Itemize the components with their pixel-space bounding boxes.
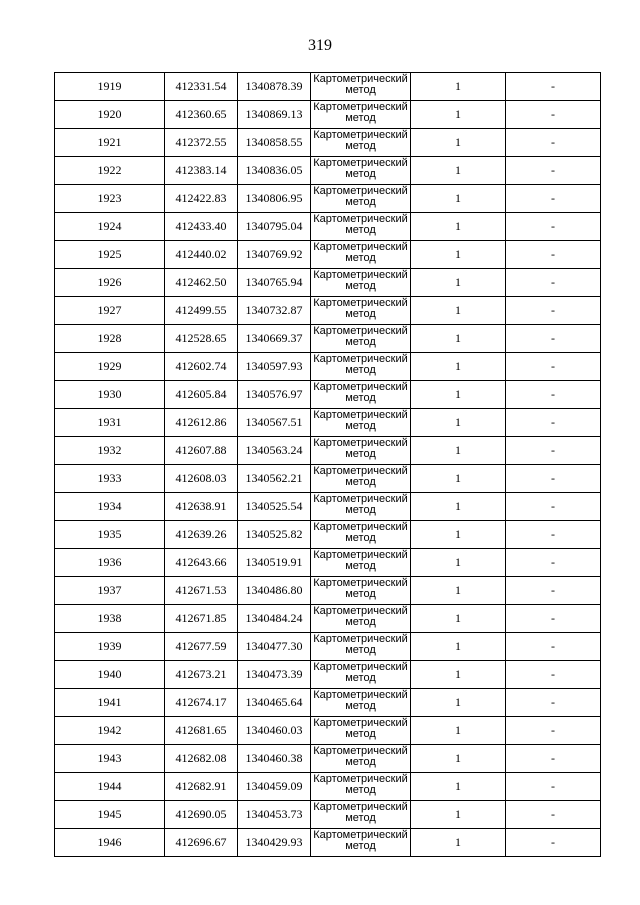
x-coordinate-cell: 412608.03 [165, 465, 238, 493]
method-cell: Картометрический метод [311, 241, 411, 269]
point-number-cell: 1937 [55, 577, 165, 605]
accuracy-cell: 1 [411, 269, 506, 297]
accuracy-cell: 1 [411, 493, 506, 521]
table-row [55, 465, 601, 493]
method-cell: Картометрический метод [311, 633, 411, 661]
y-coordinate-cell: 1340563.24 [238, 437, 311, 465]
accuracy-cell: 1 [411, 465, 506, 493]
method-cell: Картометрический метод [311, 185, 411, 213]
y-coordinate-cell: 1340562.21 [238, 465, 311, 493]
point-number-cell: 1936 [55, 549, 165, 577]
description-cell: - [506, 661, 601, 689]
accuracy-cell: 1 [411, 409, 506, 437]
table-row [55, 101, 601, 129]
table-row [55, 409, 601, 437]
method-cell: Картометрический метод [311, 325, 411, 353]
y-coordinate-cell: 1340765.94 [238, 269, 311, 297]
description-cell: - [506, 157, 601, 185]
accuracy-cell: 1 [411, 381, 506, 409]
x-coordinate-cell: 412677.59 [165, 633, 238, 661]
method-cell: Картометрический метод [311, 409, 411, 437]
point-number-cell: 1926 [55, 269, 165, 297]
y-coordinate-cell: 1340477.30 [238, 633, 311, 661]
description-cell: - [506, 717, 601, 745]
description-cell: - [506, 773, 601, 801]
point-number-cell: 1938 [55, 605, 165, 633]
accuracy-cell: 1 [411, 801, 506, 829]
x-coordinate-cell: 412383.14 [165, 157, 238, 185]
x-coordinate-cell: 412671.85 [165, 605, 238, 633]
y-coordinate-cell: 1340459.09 [238, 773, 311, 801]
description-cell: - [506, 269, 601, 297]
point-number-cell: 1939 [55, 633, 165, 661]
y-coordinate-cell: 1340597.93 [238, 353, 311, 381]
x-coordinate-cell: 412681.65 [165, 717, 238, 745]
x-coordinate-cell: 412605.84 [165, 381, 238, 409]
table-row [55, 717, 601, 745]
table-row [55, 437, 601, 465]
method-cell: Картометрический метод [311, 801, 411, 829]
accuracy-cell: 1 [411, 661, 506, 689]
method-cell: Картометрический метод [311, 577, 411, 605]
accuracy-cell: 1 [411, 213, 506, 241]
point-number-cell: 1925 [55, 241, 165, 269]
method-cell: Картометрический метод [311, 213, 411, 241]
table-row [55, 633, 601, 661]
x-coordinate-cell: 412639.26 [165, 521, 238, 549]
accuracy-cell: 1 [411, 325, 506, 353]
x-coordinate-cell: 412696.67 [165, 829, 238, 857]
x-coordinate-cell: 412690.05 [165, 801, 238, 829]
accuracy-cell: 1 [411, 185, 506, 213]
x-coordinate-cell: 412682.08 [165, 745, 238, 773]
accuracy-cell: 1 [411, 521, 506, 549]
y-coordinate-cell: 1340519.91 [238, 549, 311, 577]
table-row [55, 297, 601, 325]
description-cell: - [506, 297, 601, 325]
accuracy-cell: 1 [411, 605, 506, 633]
method-cell: Картометрический метод [311, 73, 411, 101]
y-coordinate-cell: 1340869.13 [238, 101, 311, 129]
description-cell: - [506, 689, 601, 717]
y-coordinate-cell: 1340484.24 [238, 605, 311, 633]
point-number-cell: 1931 [55, 409, 165, 437]
x-coordinate-cell: 412638.91 [165, 493, 238, 521]
y-coordinate-cell: 1340525.82 [238, 521, 311, 549]
description-cell: - [506, 493, 601, 521]
y-coordinate-cell: 1340732.87 [238, 297, 311, 325]
point-number-cell: 1923 [55, 185, 165, 213]
x-coordinate-cell: 412528.65 [165, 325, 238, 353]
method-cell: Картометрический метод [311, 157, 411, 185]
description-cell: - [506, 633, 601, 661]
table-row [55, 521, 601, 549]
y-coordinate-cell: 1340453.73 [238, 801, 311, 829]
method-cell: Картометрический метод [311, 717, 411, 745]
method-cell: Картометрический метод [311, 129, 411, 157]
point-number-cell: 1922 [55, 157, 165, 185]
accuracy-cell: 1 [411, 129, 506, 157]
description-cell: - [506, 801, 601, 829]
description-cell: - [506, 129, 601, 157]
accuracy-cell: 1 [411, 101, 506, 129]
x-coordinate-cell: 412673.21 [165, 661, 238, 689]
x-coordinate-cell: 412607.88 [165, 437, 238, 465]
point-number-cell: 1946 [55, 829, 165, 857]
description-cell: - [506, 213, 601, 241]
method-cell: Картометрический метод [311, 661, 411, 689]
x-coordinate-cell: 412372.55 [165, 129, 238, 157]
table-row [55, 269, 601, 297]
x-coordinate-cell: 412682.91 [165, 773, 238, 801]
method-cell: Картометрический метод [311, 269, 411, 297]
y-coordinate-cell: 1340878.39 [238, 73, 311, 101]
table-row [55, 605, 601, 633]
point-number-cell: 1940 [55, 661, 165, 689]
method-cell: Картометрический метод [311, 829, 411, 857]
page-number: 319 [308, 37, 332, 54]
point-number-cell: 1920 [55, 101, 165, 129]
description-cell: - [506, 101, 601, 129]
y-coordinate-cell: 1340429.93 [238, 829, 311, 857]
table-row [55, 689, 601, 717]
point-number-cell: 1921 [55, 129, 165, 157]
y-coordinate-cell: 1340836.05 [238, 157, 311, 185]
x-coordinate-cell: 412331.54 [165, 73, 238, 101]
table-row [55, 577, 601, 605]
x-coordinate-cell: 412360.65 [165, 101, 238, 129]
point-number-cell: 1924 [55, 213, 165, 241]
accuracy-cell: 1 [411, 73, 506, 101]
table-row [55, 381, 601, 409]
y-coordinate-cell: 1340858.55 [238, 129, 311, 157]
method-cell: Картометрический метод [311, 549, 411, 577]
table-row [55, 353, 601, 381]
method-cell: Картометрический метод [311, 493, 411, 521]
description-cell: - [506, 241, 601, 269]
description-cell: - [506, 605, 601, 633]
table-row [55, 745, 601, 773]
description-cell: - [506, 381, 601, 409]
y-coordinate-cell: 1340486.80 [238, 577, 311, 605]
table-row [55, 325, 601, 353]
y-coordinate-cell: 1340669.37 [238, 325, 311, 353]
x-coordinate-cell: 412612.86 [165, 409, 238, 437]
point-number-cell: 1928 [55, 325, 165, 353]
y-coordinate-cell: 1340525.54 [238, 493, 311, 521]
accuracy-cell: 1 [411, 689, 506, 717]
method-cell: Картометрический метод [311, 745, 411, 773]
y-coordinate-cell: 1340806.95 [238, 185, 311, 213]
method-cell: Картометрический метод [311, 605, 411, 633]
accuracy-cell: 1 [411, 157, 506, 185]
description-cell: - [506, 73, 601, 101]
y-coordinate-cell: 1340460.03 [238, 717, 311, 745]
description-cell: - [506, 185, 601, 213]
table-row [55, 129, 601, 157]
table-row [55, 157, 601, 185]
accuracy-cell: 1 [411, 353, 506, 381]
point-number-cell: 1945 [55, 801, 165, 829]
point-number-cell: 1930 [55, 381, 165, 409]
accuracy-cell: 1 [411, 241, 506, 269]
x-coordinate-cell: 412643.66 [165, 549, 238, 577]
table-row [55, 773, 601, 801]
table-row [55, 493, 601, 521]
y-coordinate-cell: 1340769.92 [238, 241, 311, 269]
accuracy-cell: 1 [411, 549, 506, 577]
method-cell: Картометрический метод [311, 437, 411, 465]
description-cell: - [506, 409, 601, 437]
method-cell: Картометрический метод [311, 381, 411, 409]
description-cell: - [506, 353, 601, 381]
y-coordinate-cell: 1340465.64 [238, 689, 311, 717]
description-cell: - [506, 577, 601, 605]
point-number-cell: 1942 [55, 717, 165, 745]
point-number-cell: 1941 [55, 689, 165, 717]
method-cell: Картометрический метод [311, 353, 411, 381]
description-cell: - [506, 549, 601, 577]
x-coordinate-cell: 412671.53 [165, 577, 238, 605]
method-cell: Картометрический метод [311, 773, 411, 801]
table-row [55, 549, 601, 577]
accuracy-cell: 1 [411, 717, 506, 745]
description-cell: - [506, 745, 601, 773]
table-row [55, 185, 601, 213]
y-coordinate-cell: 1340567.51 [238, 409, 311, 437]
y-coordinate-cell: 1340460.38 [238, 745, 311, 773]
point-number-cell: 1934 [55, 493, 165, 521]
x-coordinate-cell: 412674.17 [165, 689, 238, 717]
accuracy-cell: 1 [411, 297, 506, 325]
x-coordinate-cell: 412440.02 [165, 241, 238, 269]
method-cell: Картометрический метод [311, 465, 411, 493]
accuracy-cell: 1 [411, 633, 506, 661]
x-coordinate-cell: 412602.74 [165, 353, 238, 381]
table-row [55, 661, 601, 689]
accuracy-cell: 1 [411, 773, 506, 801]
accuracy-cell: 1 [411, 577, 506, 605]
point-number-cell: 1935 [55, 521, 165, 549]
description-cell: - [506, 465, 601, 493]
method-cell: Картометрический метод [311, 297, 411, 325]
table-row [55, 73, 601, 101]
y-coordinate-cell: 1340795.04 [238, 213, 311, 241]
point-number-cell: 1932 [55, 437, 165, 465]
x-coordinate-cell: 412422.83 [165, 185, 238, 213]
accuracy-cell: 1 [411, 437, 506, 465]
description-cell: - [506, 521, 601, 549]
table-row [55, 241, 601, 269]
description-cell: - [506, 829, 601, 857]
method-cell: Картометрический метод [311, 101, 411, 129]
coordinates-table [54, 72, 601, 857]
x-coordinate-cell: 412499.55 [165, 297, 238, 325]
point-number-cell: 1927 [55, 297, 165, 325]
y-coordinate-cell: 1340576.97 [238, 381, 311, 409]
point-number-cell: 1929 [55, 353, 165, 381]
y-coordinate-cell: 1340473.39 [238, 661, 311, 689]
table-row [55, 213, 601, 241]
accuracy-cell: 1 [411, 829, 506, 857]
point-number-cell: 1944 [55, 773, 165, 801]
description-cell: - [506, 325, 601, 353]
point-number-cell: 1943 [55, 745, 165, 773]
method-cell: Картометрический метод [311, 689, 411, 717]
method-cell: Картометрический метод [311, 521, 411, 549]
description-cell: - [506, 437, 601, 465]
point-number-cell: 1933 [55, 465, 165, 493]
table-row [55, 829, 601, 857]
point-number-cell: 1919 [55, 73, 165, 101]
x-coordinate-cell: 412462.50 [165, 269, 238, 297]
coordinates-table-body [55, 73, 601, 857]
x-coordinate-cell: 412433.40 [165, 213, 238, 241]
table-row [55, 801, 601, 829]
accuracy-cell: 1 [411, 745, 506, 773]
